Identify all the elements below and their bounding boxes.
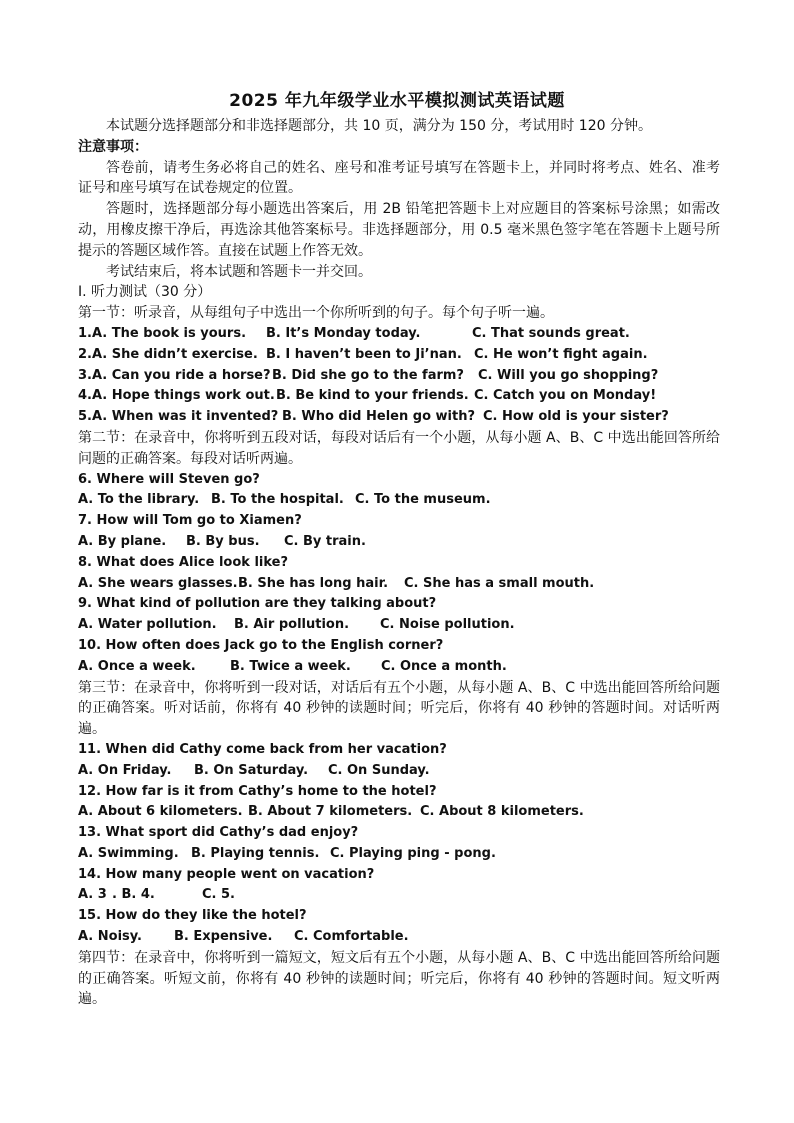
question: 13. What sport did Cathy’s dad enjoy?	[78, 825, 359, 841]
question: 14. How many people went on vacation?	[78, 866, 375, 882]
notice-1: 答卷前，请考生务必将自己的姓名、座号和准考证号填写在答题卡上，并同时将考点、姓名、准考证号和座号填写在试卷规定的位置。	[78, 159, 720, 197]
question: 12. How far is it from Cathy’s home to the hotel?	[78, 783, 437, 799]
option-row	[78, 657, 720, 678]
option-b: B. Air pollution.	[234, 617, 350, 633]
part2-instructions: 第二节：在录音中，你将听到五段对话，每段对话后有一个小题，从每小题 A、B、C 中选出能回答所给问题的正确答案。每段对话听两遍。	[78, 429, 720, 467]
question: 10. How often does Jack go to the English corner?	[78, 637, 444, 653]
option-c: C. To the museum.	[355, 492, 491, 508]
option-a: 1.A. The book is yours.	[78, 325, 247, 341]
option-a: A. By plane.	[78, 533, 167, 549]
option-a: 3.A. Can you ride a horse?	[78, 367, 271, 383]
option-b: B. Did she go to the farm?	[272, 367, 464, 383]
option-row	[78, 802, 720, 823]
option-c: C. By train.	[284, 533, 366, 549]
question: 9. What kind of pollution are they talking about?	[78, 596, 437, 612]
option-b: B. Who did Helen go with?	[282, 409, 476, 425]
option-a: A. To the library.	[78, 492, 200, 508]
option-b: B. By bus.	[186, 533, 260, 549]
option-row	[78, 386, 720, 407]
option-b: B. On Saturday.	[194, 762, 309, 778]
option-c: C. Catch you on Monday!	[474, 388, 657, 404]
option-row	[78, 345, 720, 366]
option-a: A. She wears glasses.	[78, 575, 238, 591]
option-row	[78, 490, 720, 511]
option-row	[78, 885, 720, 906]
option-row	[78, 761, 720, 782]
option-row	[78, 574, 720, 595]
notice-2: 答题时，选择题部分每小题选出答案后，用 2B 铅笔把答题卡上对应题目的答案标号涂黑；如需改动，用橡皮擦干净后，再选涂其他答案标号。非选择题部分，用 0.5 毫米黑色签字笔在答题卡上题号所提示的答题区域作答。直接在试题上作答无效。	[78, 201, 720, 259]
option-a: 2.A. She didn’t exercise.	[78, 346, 258, 362]
option-c: C. Once a month.	[381, 658, 507, 674]
option-c: C. That sounds great.	[472, 325, 630, 341]
exam-title: 2025 年九年级学业水平模拟测试英语试题	[229, 91, 565, 111]
exam-content	[78, 116, 720, 1010]
option-a: A. On Friday.	[78, 762, 172, 778]
option-row	[78, 532, 720, 553]
option-c: C. How old is your sister?	[483, 409, 669, 425]
question: 11. When did Cathy come back from her vacation?	[78, 741, 447, 757]
option-a: A. Once a week.	[78, 658, 196, 674]
option-row	[78, 844, 720, 865]
option-c: C. 5.	[202, 887, 235, 903]
option-row	[78, 407, 720, 428]
part1-instructions: 第一节：听录音，从每组句子中选出一个你所听到的句子。每个句子听一遍。	[78, 305, 554, 322]
notice-heading: 注意事项：	[78, 138, 148, 155]
notice-3: 考试结束后，将本试题和答题卡一并交回。	[106, 263, 372, 280]
option-c: C. About 8 kilometers.	[420, 804, 584, 820]
option-c: C. Noise pollution.	[380, 617, 515, 633]
option-row	[78, 615, 720, 636]
option-b: B. Twice a week.	[230, 658, 351, 674]
option-a: A. About 6 kilometers.	[78, 804, 243, 820]
option-b: B. About 7 kilometers.	[248, 804, 413, 820]
question: 6. Where will Steven go?	[78, 471, 260, 487]
option-c: C. She has a small mouth.	[404, 575, 595, 591]
option-b: B. Expensive.	[174, 929, 273, 945]
option-b: B. I haven’t been to Ji’nan.	[266, 346, 462, 362]
option-a: 5.A. When was it invented?	[78, 409, 279, 425]
question: 8. What does Alice look like?	[78, 554, 289, 570]
option-c: C. Playing ping - pong.	[330, 845, 496, 861]
section-heading: I. 听力测试（30 分）	[78, 284, 212, 301]
option-b: B. She has long hair.	[238, 575, 389, 591]
question: 7. How will Tom go to Xiamen?	[78, 513, 302, 529]
question: 15. How do they like the hotel?	[78, 908, 307, 924]
option-a: A. Noisy.	[78, 929, 142, 945]
option-row	[78, 366, 720, 387]
option-row	[78, 324, 720, 345]
option-b: B. Be kind to your friends.	[276, 388, 469, 404]
part4-instructions: 第四节：在录音中，你将听到一篇短文，短文后有五个小题，从每小题 A、B、C 中选出能回答所给问题的正确答案。听短文前，你将有 40 秒钟的读题时间；听完后，你将有 40 秒钟的答题时间。短文听两遍。	[78, 949, 720, 1008]
option-b: . B. 4.	[112, 887, 155, 903]
option-row	[78, 927, 720, 948]
option-b: B. It’s Monday today.	[266, 325, 421, 341]
option-c: C. Will you go shopping?	[478, 367, 659, 383]
option-c: C. Comfortable.	[294, 929, 409, 945]
option-b: B. To the hospital.	[211, 492, 344, 508]
option-a: A. Swimming.	[78, 845, 179, 861]
option-c: C. He won’t fight again.	[474, 346, 648, 362]
option-a: 4.A. Hope things work out.	[78, 388, 275, 404]
option-b: B. Playing tennis.	[191, 845, 320, 861]
part3-instructions: 第三节：在录音中，你将听到一段对话，对话后有五个小题，从每小题 A、B、C 中选出能回答所给问题的正确答案。听对话前，你将有 40 秒钟的读题时间；听完后，你将有 40 秒钟的答题时间。对话听两遍。	[78, 679, 720, 738]
option-c: C. On Sunday.	[328, 762, 430, 778]
option-a: A. Water pollution.	[78, 617, 217, 633]
exam-intro: 本试题分选择题部分和非选择题部分，共 10 页，满分为 150 分，考试用时 120 分钟。	[106, 118, 652, 134]
option-a: A. 3	[78, 887, 107, 903]
